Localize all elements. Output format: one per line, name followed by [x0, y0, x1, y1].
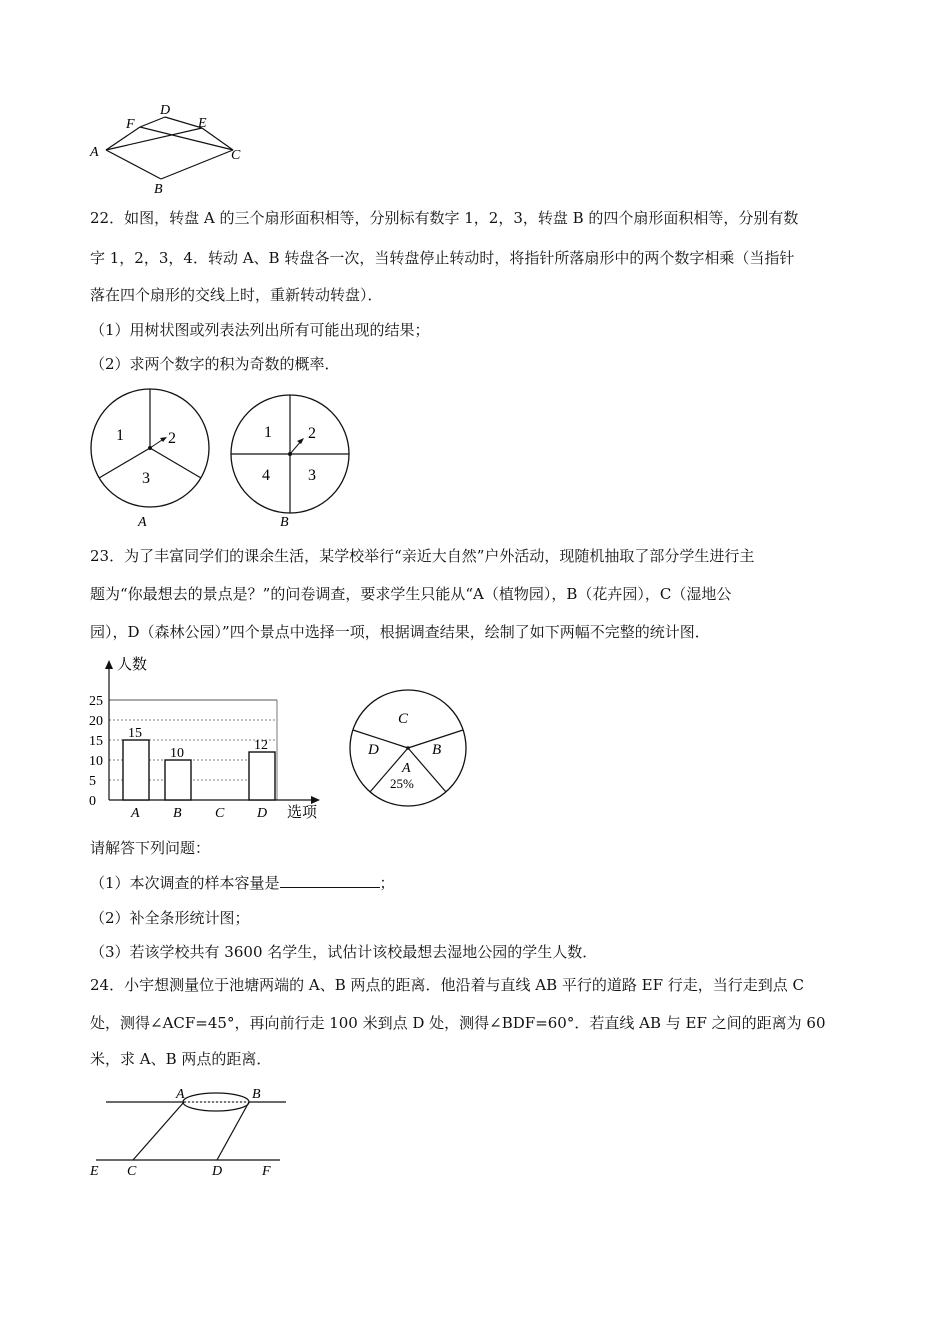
x-tick-B: B [173, 806, 182, 821]
q24-line-3: 米，求 A、B 两点的距离． [90, 1050, 272, 1068]
pond-label-e: E [90, 1164, 99, 1178]
spinner-a-num-3: 3 [142, 470, 150, 487]
pond-label-f: F [262, 1164, 271, 1178]
bar-B [165, 760, 191, 800]
y-tick-0: 0 [89, 794, 96, 809]
q22-line-1: 22．如图，转盘 A 的三个扇形面积相等，分别标有数字 1，2，3，转盘 B 的四个扇形面积相等，分别有数 [90, 209, 799, 227]
y-tick-5: 5 [89, 774, 96, 789]
q22-line-3: 落在四个扇形的交线上时，重新转动转盘）． [90, 286, 383, 304]
bar-chart [85, 655, 335, 825]
pond-figure [88, 1082, 288, 1178]
pond-label-b: B [252, 1087, 261, 1102]
x-axis-label: 选项 [287, 805, 318, 821]
spinner-b-num-1: 1 [264, 424, 272, 441]
y-axis-arrow [105, 660, 113, 669]
y-tick-10: 10 [89, 754, 103, 769]
spinner-a-num-1: 1 [116, 427, 124, 444]
x-tick-C: C [215, 806, 225, 821]
pie-label-d: D [368, 742, 379, 758]
q23-sub-1 [90, 873, 395, 893]
label-f: F [126, 117, 135, 132]
pie-chart [345, 688, 471, 814]
q23-sub-1-end: ； [379, 874, 395, 892]
spinner-a [88, 388, 214, 530]
pie-label-c: C [398, 711, 409, 727]
x-axis-arrow [311, 796, 320, 804]
q24-line-1: 24．小宇想测量位于池塘两端的 A、B 两点的距离．他沿着与直线 AB 平行的道路 EF 行走，当行走到点 C [90, 976, 805, 994]
pond-label-a: A [176, 1087, 185, 1102]
q23-line-3: 园），D（森林公园）”四个景点中选择一项，根据调查结果，绘制了如下两幅不完整的统计图． [90, 623, 710, 641]
y-tick-15: 15 [89, 734, 103, 749]
data-label-A: 15 [128, 726, 142, 741]
label-b: B [154, 182, 163, 195]
q23-sub-3: （3）若该学校共有 3600 名学生，试估计该校最想去湿地公园的学生人数． [90, 943, 598, 961]
q23-sub-2: （2）补全条形统计图； [90, 909, 250, 927]
x-tick-A: A [131, 806, 140, 821]
label-d: D [160, 103, 171, 118]
x-tick-D: D [257, 806, 268, 821]
pie-label-a: A [402, 761, 411, 776]
q23-line-2: 题为“你最想去的景点是？”的问卷调查，要求学生只能从“A（植物园），B（花卉园），C（湿地公 [90, 585, 732, 603]
spinner-b [228, 388, 354, 530]
pond-label-c: C [127, 1164, 137, 1178]
answer-blank [280, 873, 380, 888]
pond-label-d: D [212, 1164, 223, 1178]
y-axis-label: 人数 [117, 657, 148, 673]
rhombus-figure [88, 100, 248, 195]
q23-sub-1-text: （1）本次调查的样本容量是 [90, 874, 280, 892]
pie-label-a-percent: 25% [390, 776, 414, 791]
q23-prompt: 请解答下列问题： [90, 839, 211, 857]
pie-label-b: B [432, 742, 442, 758]
q22-sub-2: （2）求两个数字的积为奇数的概率． [90, 355, 340, 373]
y-tick-25: 25 [89, 694, 103, 709]
data-label-D: 12 [254, 738, 268, 753]
spinner-a-num-2: 2 [168, 430, 176, 447]
spinner-b-num-2: 2 [308, 425, 316, 442]
spinner-a-label: A [138, 515, 147, 530]
q22-sub-1: （1）用树状图或列表法列出所有可能出现的结果； [90, 321, 430, 339]
label-a: A [90, 145, 99, 160]
data-label-B: 10 [170, 746, 184, 761]
y-tick-20: 20 [89, 714, 103, 729]
q23-line-1: 23．为了丰富同学们的课余生活，某学校举行“亲近大自然”户外活动，现随机抽取了部分学生进行主 [90, 547, 755, 565]
spinner-b-label: B [280, 515, 289, 530]
spinner-b-num-3: 3 [308, 467, 316, 484]
spinner-b-num-4: 4 [262, 467, 270, 484]
bar-A [123, 740, 149, 800]
bar-D [249, 752, 275, 800]
label-c: C [231, 148, 241, 163]
q22-line-2: 字 1，2，3，4．转动 A、B 转盘各一次，当转盘停止转动时，将指针所落扇形中的两个数字相乘（当指针 [90, 249, 795, 267]
q24-line-2: 处，测得∠ACF=45°，再向前行走 100 米到点 D 处，测得∠BDF=60°．若直线 AB 与 EF 之间的距离为 60 [90, 1014, 826, 1032]
label-e: E [198, 116, 207, 131]
